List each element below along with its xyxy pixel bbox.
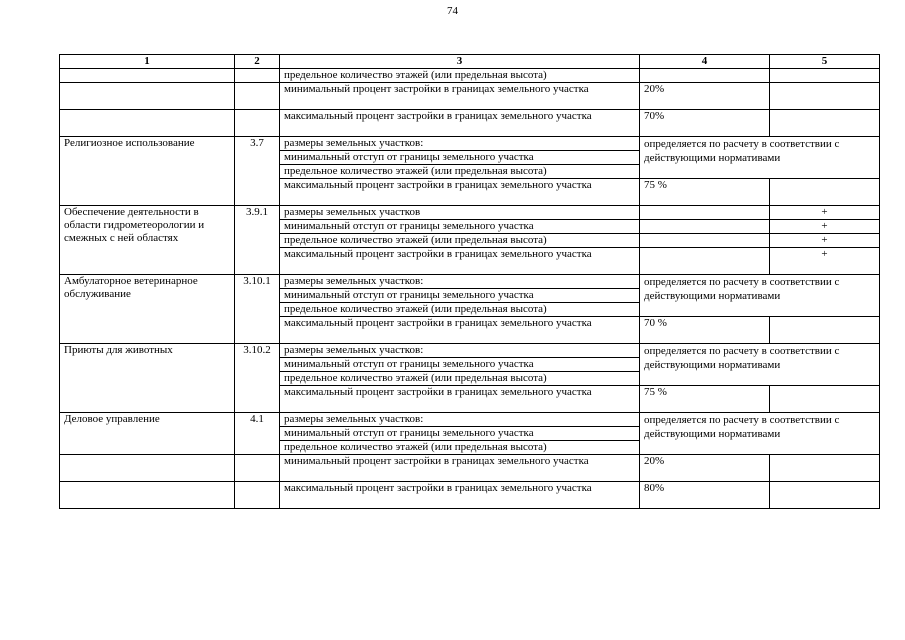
use-code-cell: 3.10.1 xyxy=(235,275,280,344)
parameter-cell: максимальный процент застройки в границах земельного участка xyxy=(280,248,640,275)
column-header: 5 xyxy=(770,55,880,69)
use-code-cell xyxy=(235,455,280,482)
value-cell xyxy=(640,234,770,248)
mark-cell: + xyxy=(770,206,880,220)
norm-cell: определяется по расчету в соответствии с действующими нормативами xyxy=(640,275,880,317)
table-row xyxy=(60,413,880,427)
parameter-cell: максимальный процент застройки в границах земельного участка xyxy=(280,179,640,206)
parameter-cell: размеры земельных участков xyxy=(280,206,640,220)
parameter-cell: предельное количество этажей (или предельная высота) xyxy=(280,165,640,179)
parameter-cell: размеры земельных участков: xyxy=(280,413,640,427)
mark-cell: + xyxy=(770,248,880,275)
use-code-cell: 3.7 xyxy=(235,137,280,206)
mark-cell xyxy=(770,317,880,344)
use-code-cell xyxy=(235,482,280,509)
value-cell: 70% xyxy=(640,110,770,137)
value-cell xyxy=(640,69,770,83)
table-row xyxy=(60,110,880,137)
value-cell: 70 % xyxy=(640,317,770,344)
use-code-cell: 3.10.2 xyxy=(235,344,280,413)
mark-cell xyxy=(770,386,880,413)
value-cell xyxy=(640,220,770,234)
value-cell: 20% xyxy=(640,83,770,110)
use-name-cell: Религиозное использование xyxy=(60,137,235,206)
use-code-cell: 4.1 xyxy=(235,413,280,455)
parameter-cell: максимальный процент застройки в границах земельного участка xyxy=(280,110,640,137)
mark-cell xyxy=(770,179,880,206)
parameter-cell: предельное количество этажей (или предельная высота) xyxy=(280,441,640,455)
value-cell: 80% xyxy=(640,482,770,509)
column-header: 2 xyxy=(235,55,280,69)
use-name-cell: Приюты для животных xyxy=(60,344,235,413)
use-name-cell xyxy=(60,482,235,509)
mark-cell xyxy=(770,482,880,509)
parameter-cell: предельное количество этажей (или предельная высота) xyxy=(280,69,640,83)
table-row xyxy=(60,275,880,289)
table-row xyxy=(60,137,880,151)
parameter-cell: максимальный процент застройки в границах земельного участка xyxy=(280,386,640,413)
header-row xyxy=(60,55,880,69)
mark-cell: + xyxy=(770,220,880,234)
parameter-cell: предельное количество этажей (или предельная высота) xyxy=(280,234,640,248)
use-name-cell: Амбулаторное ветеринарное обслуживание xyxy=(60,275,235,344)
parameter-cell: минимальный процент застройки в границах земельного участка xyxy=(280,455,640,482)
use-code-cell xyxy=(235,83,280,110)
parameter-cell: размеры земельных участков: xyxy=(280,344,640,358)
parameter-cell: размеры земельных участков: xyxy=(280,137,640,151)
use-name-cell xyxy=(60,69,235,83)
value-cell xyxy=(640,248,770,275)
use-code-cell xyxy=(235,110,280,137)
parameter-cell: максимальный процент застройки в границах земельного участка xyxy=(280,482,640,509)
parameter-cell: минимальный процент застройки в границах земельного участка xyxy=(280,83,640,110)
column-header: 4 xyxy=(640,55,770,69)
mark-cell xyxy=(770,455,880,482)
table-row xyxy=(60,206,880,220)
mark-cell xyxy=(770,110,880,137)
mark-cell xyxy=(770,69,880,83)
parameter-cell: минимальный отступ от границы земельного участка xyxy=(280,358,640,372)
table-row xyxy=(60,69,880,83)
land-use-table xyxy=(59,54,880,509)
table-row xyxy=(60,455,880,482)
use-code-cell xyxy=(235,69,280,83)
column-header: 1 xyxy=(60,55,235,69)
norm-cell: определяется по расчету в соответствии с действующими нормативами xyxy=(640,344,880,386)
use-name-cell: Деловое управление xyxy=(60,413,235,455)
mark-cell xyxy=(770,83,880,110)
use-name-cell xyxy=(60,455,235,482)
parameter-cell: минимальный отступ от границы земельного участка xyxy=(280,289,640,303)
parameter-cell: минимальный отступ от границы земельного участка xyxy=(280,220,640,234)
value-cell: 20% xyxy=(640,455,770,482)
norm-cell: определяется по расчету в соответствии с действующими нормативами xyxy=(640,137,880,179)
value-cell xyxy=(640,206,770,220)
parameter-cell: предельное количество этажей (или предельная высота) xyxy=(280,303,640,317)
value-cell: 75 % xyxy=(640,386,770,413)
use-name-cell xyxy=(60,110,235,137)
parameter-cell: максимальный процент застройки в границах земельного участка xyxy=(280,317,640,344)
table-row xyxy=(60,482,880,509)
parameter-cell: минимальный отступ от границы земельного участка xyxy=(280,427,640,441)
use-name-cell xyxy=(60,83,235,110)
table-row xyxy=(60,344,880,358)
parameter-cell: минимальный отступ от границы земельного участка xyxy=(280,151,640,165)
mark-cell: + xyxy=(770,234,880,248)
table-row xyxy=(60,83,880,110)
parameter-cell: предельное количество этажей (или предельная высота) xyxy=(280,372,640,386)
use-name-cell: Обеспечение деятельности в области гидрометеорологии и смежных с ней областях xyxy=(60,206,235,275)
page-number: 74 xyxy=(447,5,458,17)
value-cell: 75 % xyxy=(640,179,770,206)
column-header: 3 xyxy=(280,55,640,69)
parameter-cell: размеры земельных участков: xyxy=(280,275,640,289)
norm-cell: определяется по расчету в соответствии с действующими нормативами xyxy=(640,413,880,455)
use-code-cell: 3.9.1 xyxy=(235,206,280,275)
